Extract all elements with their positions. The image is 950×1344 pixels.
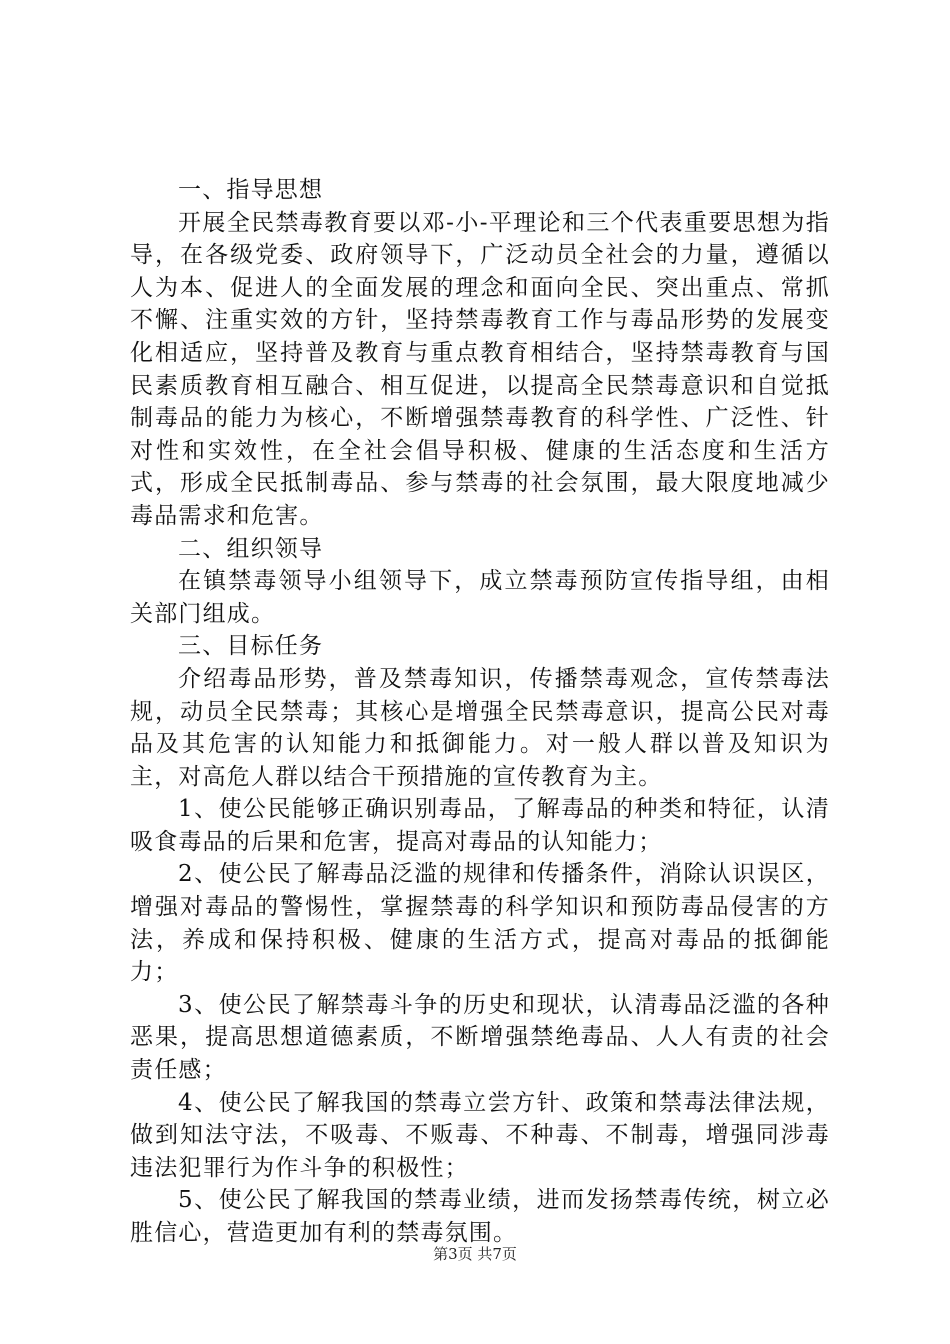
section-heading-guiding-ideology: 一、指导思想 — [178, 177, 324, 203]
paragraph-goals: 介绍毒品形势，普及禁毒知识，传播禁毒观念，宣传禁毒法规，动员全民禁毒；其核心是增强全民禁毒意识，提高公民对毒品及其危害的认知能力和抵御能力。对一般人群以普及知识为主，对高危人群以结合干预措施的宣传教育为主。 — [130, 665, 830, 790]
section-heading-goals: 三、目标任务 — [178, 633, 324, 660]
list-item-5: 5、使公民了解我国的禁毒业绩，进而发扬禁毒传统，树立必胜信心，营造更加有利的禁毒氛围。 — [130, 1187, 830, 1246]
list-item-2: 2、使公民了解毒品泛滥的规律和传播条件，消除认识误区，增强对毒品的警惕性，掌握禁毒的科学知识和预防毒品侵害的方法，养成和保持积极、健康的生活方式，提高对毒品的抵御能力； — [130, 861, 830, 986]
page-number-footer: 第3页 共7页 — [433, 1245, 517, 1263]
list-item-3: 3、使公民了解禁毒斗争的历史和现状，认清毒品泛滥的各种恶果，提高思想道德素质，不断增强禁绝毒品、人人有责的社会责任感； — [130, 991, 830, 1084]
list-item-4: 4、使公民了解我国的禁毒立尝方针、政策和禁毒法律法规，做到知法守法，不吸毒、不贩毒、不种毒、不制毒，增强同涉毒违法犯罪行为作斗争的积极性； — [130, 1089, 830, 1181]
document-body — [130, 174, 830, 1250]
section-heading-organization: 二、组织领导 — [178, 535, 324, 562]
paragraph-guiding-ideology: 开展全民禁毒教育要以邓-小-平理论和三个代表重要思想为指导，在各级党委、政府领导下，广泛动员全社会的力量，遵循以人为本、促进人的全面发展的理念和面向全民、突出重点、常抓不懈、注重实效的方针，坚持禁毒教育工作与毒品形势的发展变化相适应，坚持普及教育与重点教育相结合，坚持禁毒教育与国民素质教育相互融合、相互促进，以提高全民禁毒意识和自觉抵制毒品的能力为核心，不断增强禁毒教育的科学性、广泛性、针对性和实效性，在全社会倡导积极、健康的生活态度和生活方式，形成全民抵制毒品、参与禁毒的社会氛围，最大限度地减少毒品需求和危害。 — [130, 209, 830, 529]
list-item-1: 1、使公民能够正确识别毒品，了解毒品的种类和特征，认清吸食毒品的后果和危害，提高对毒品的认知能力； — [130, 796, 830, 855]
paragraph-organization: 在镇禁毒领导小组领导下，成立禁毒预防宣传指导组，由相关部门组成。 — [130, 568, 830, 627]
